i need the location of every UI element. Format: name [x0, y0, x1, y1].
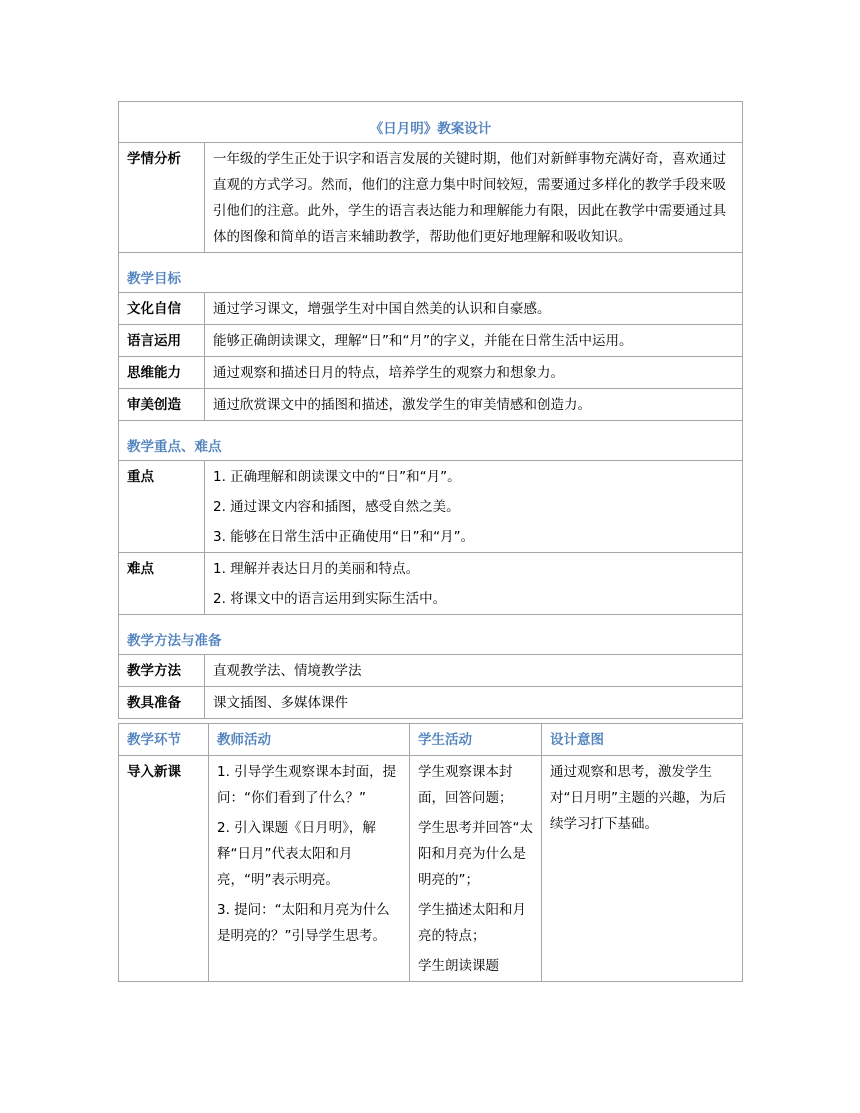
goal-label: 文化自信: [119, 293, 205, 325]
student-step: 学生描述太阳和月亮的特点；: [418, 902, 526, 944]
design-intent: 通过观察和思考，激发学生对“日月明”主题的兴趣，为后续学习打下基础。: [542, 756, 743, 982]
lesson-plan-table: [118, 101, 743, 719]
method-label: 教学方法: [119, 655, 205, 687]
goal-row: [119, 389, 743, 421]
process-row: [119, 756, 743, 982]
focus-item: 3. 能够在日常生活中正确使用“日”和“月”。: [213, 529, 475, 545]
process-stage: 导入新课: [119, 756, 209, 982]
difficulty-list: [205, 553, 743, 615]
goal-text: 通过观察和描述日月的特点，培养学生的观察力和想象力。: [205, 357, 743, 389]
focus-list: [205, 461, 743, 553]
student-step: 学生思考并回答“太阳和月亮为什么是明亮的”；: [418, 820, 533, 888]
analysis-label: 学情分析: [119, 143, 205, 253]
method-label: 教具准备: [119, 687, 205, 719]
keypoints-heading: 教学重点、难点: [119, 421, 743, 461]
student-activity: [410, 756, 542, 982]
analysis-text: 一年级的学生正处于识字和语言发展的关键时期，他们对新鲜事物充满好奇，喜欢通过直观的方式学习。然而，他们的注意力集中时间较短，需要通过多样化的教学手段来吸引他们的注意。此外，学生的语言表达能力和理解能力有限，因此在教学中需要通过具体的图像和简单的语言来辅助教学，帮助他们更好地理解和吸收知识。: [205, 143, 743, 253]
goal-text: 通过学习课文，增强学生对中国自然美的认识和自豪感。: [205, 293, 743, 325]
process-header-row: [119, 724, 743, 756]
goal-row: [119, 325, 743, 357]
difficulty-item: 1. 理解并表达日月的美丽和特点。: [213, 561, 420, 577]
process-header-teacher: 教师活动: [209, 724, 410, 756]
teacher-step: 1. 引导学生观察课本封面，提问：“你们看到了什么？”: [217, 764, 397, 806]
teacher-activity: [209, 756, 410, 982]
document-title: 《日月明》教案设计: [119, 102, 743, 143]
method-text: 课文插图、多媒体课件: [205, 687, 743, 719]
teacher-step: 3. 提问：“太阳和月亮为什么是明亮的？”引导学生思考。: [217, 902, 390, 944]
process-header-student: 学生活动: [410, 724, 542, 756]
teacher-step: 2. 引入课题《日月明》，解释“日月”代表太阳和月亮，“明”表示明亮。: [217, 820, 376, 888]
difficulty-label: 难点: [119, 553, 205, 615]
goal-text: 能够正确朗读课文，理解“日”和“月”的字义，并能在日常生活中运用。: [205, 325, 743, 357]
goal-text: 通过欣赏课文中的插图和描述，激发学生的审美情感和创造力。: [205, 389, 743, 421]
goals-heading: 教学目标: [119, 253, 743, 293]
student-step: 学生朗读课题: [418, 958, 499, 974]
goal-row: [119, 293, 743, 325]
difficulty-item: 2. 将课文中的语言运用到实际生活中。: [213, 591, 447, 607]
method-text: 直观教学法、情境教学法: [205, 655, 743, 687]
focus-item: 2. 通过课文内容和插图，感受自然之美。: [213, 499, 460, 515]
goal-label: 思维能力: [119, 357, 205, 389]
methods-heading: 教学方法与准备: [119, 615, 743, 655]
goal-label: 语言运用: [119, 325, 205, 357]
student-step: 学生观察课本封面，回答问题；: [418, 764, 513, 806]
method-row: [119, 687, 743, 719]
lesson-plan-document: [118, 101, 742, 982]
method-row: [119, 655, 743, 687]
process-header-intent: 设计意图: [542, 724, 743, 756]
process-header-stage: 教学环节: [119, 724, 209, 756]
process-table: [118, 723, 743, 982]
focus-item: 1. 正确理解和朗读课文中的“日”和“月”。: [213, 469, 461, 485]
goal-row: [119, 357, 743, 389]
goal-label: 审美创造: [119, 389, 205, 421]
focus-label: 重点: [119, 461, 205, 553]
